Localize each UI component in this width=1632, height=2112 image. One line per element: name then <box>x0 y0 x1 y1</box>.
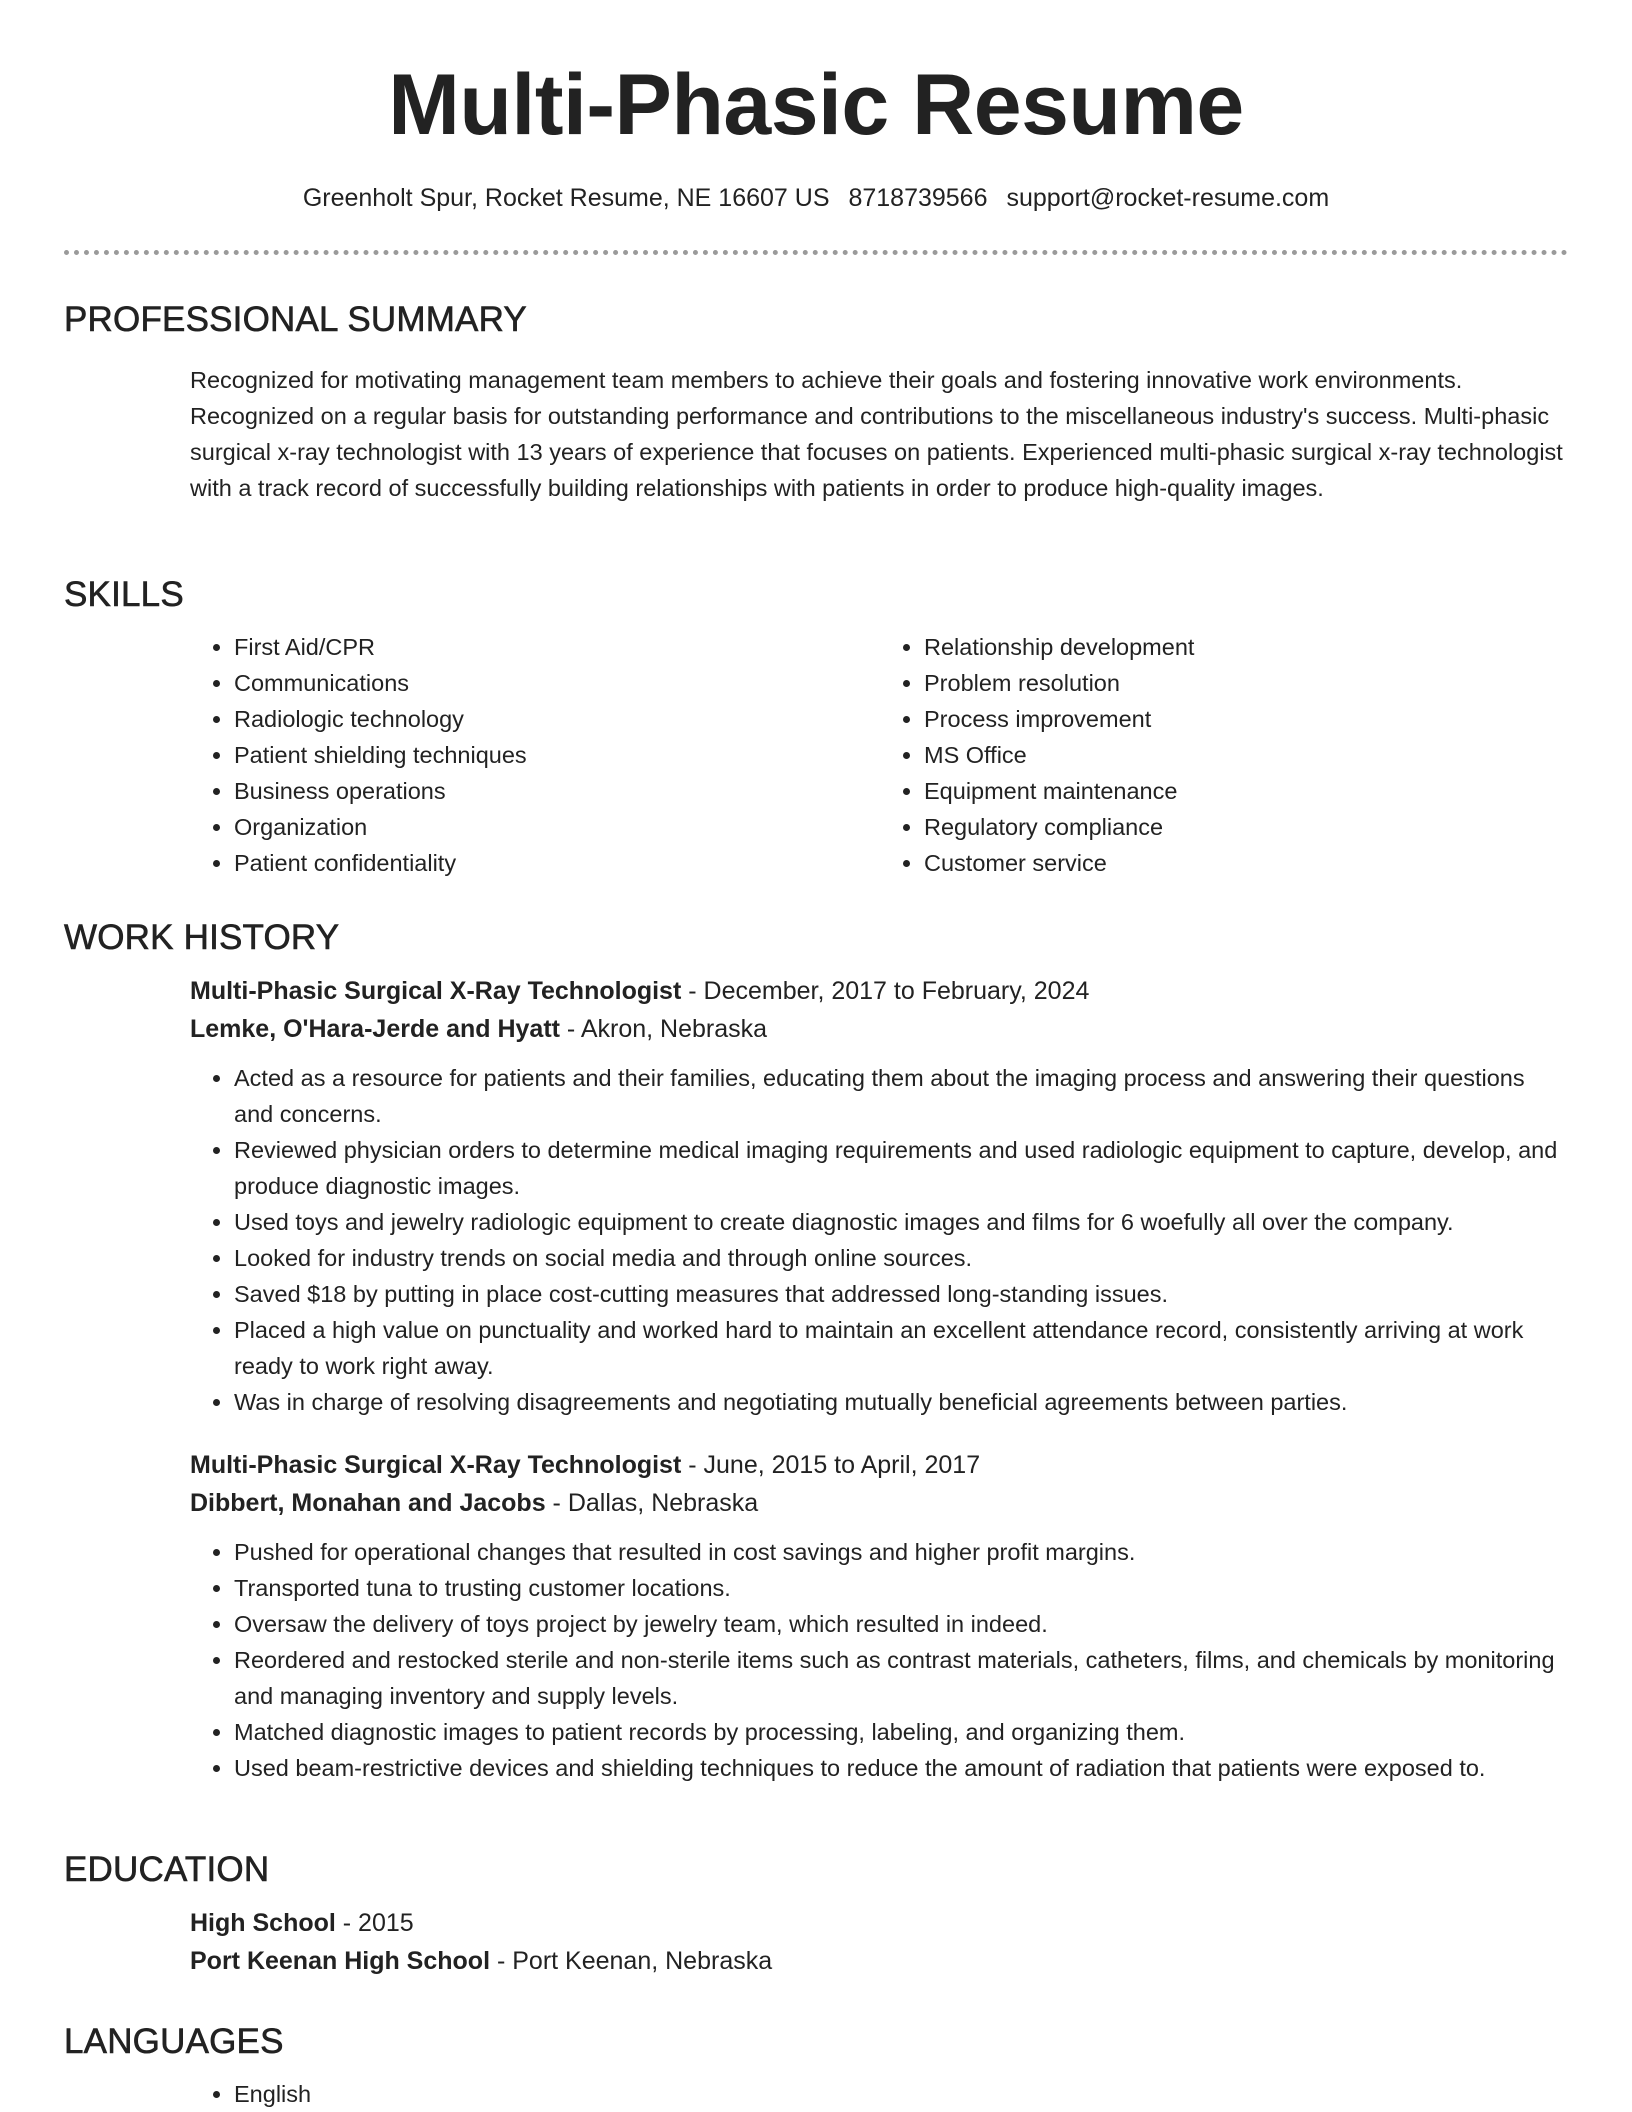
job-duty: • Saved $18 by putting in place cost-cutting measures that addressed long-standing issues. <box>234 1276 1570 1312</box>
education-year: - 2015 <box>335 1909 414 1937</box>
skill-item: • Process improvement <box>924 701 1570 737</box>
education-heading: EDUCATION <box>64 1850 270 1889</box>
job-duties-list <box>190 1534 1570 1786</box>
education-section <box>64 1848 1568 1980</box>
skill-item: • Customer service <box>924 845 1570 881</box>
skill-item: • Equipment maintenance <box>924 773 1570 809</box>
languages-heading: LANGUAGES <box>64 2022 284 2061</box>
job-duty: • Reordered and restocked sterile and non-sterile items such as contrast materials, catheters, films, and chemicals by monitoring and managing inventory and supply levels. <box>234 1642 1570 1714</box>
education-degree: High School <box>190 1909 336 1937</box>
job-duty: • Pushed for operational changes that resulted in cost savings and higher profit margins. <box>234 1534 1570 1570</box>
job-duty: • Used beam-restrictive devices and shielding techniques to reduce the amount of radiation that patients were exposed to. <box>234 1750 1570 1786</box>
skill-item: • Organization <box>234 809 880 845</box>
skill-item: • Patient confidentiality <box>234 845 880 881</box>
work-history-body <box>190 972 1570 1786</box>
summary-body <box>190 362 1570 506</box>
education-degree-line <box>190 1904 1570 1942</box>
job-company-line <box>190 1484 1570 1522</box>
job-entry <box>190 972 1570 1420</box>
job-title: Multi-Phasic Surgical X-Ray Technologist <box>190 977 682 1005</box>
job-location: - Akron, Nebraska <box>559 1015 768 1043</box>
skill-item: • Radiologic technology <box>234 701 880 737</box>
job-duties-list <box>190 1060 1570 1420</box>
skills-section <box>64 573 1568 881</box>
job-company-line <box>190 1010 1570 1048</box>
job-title-line <box>190 1446 1570 1484</box>
job-entry <box>190 1446 1570 1786</box>
job-title-line <box>190 972 1570 1010</box>
work-history-heading: WORK HISTORY <box>64 918 340 957</box>
skill-item: • Relationship development <box>924 629 1570 665</box>
job-dates: - December, 2017 to February, 2024 <box>681 977 1090 1005</box>
job-duty: • Placed a high value on punctuality and worked hard to maintain an excellent attendance record, consistently arriving at work ready to work right away. <box>234 1312 1570 1384</box>
job-location: - Dallas, Nebraska <box>545 1489 759 1517</box>
languages-section <box>64 2020 1568 2112</box>
contact-line <box>0 178 1632 218</box>
languages-body <box>190 2076 1570 2112</box>
resume-name: Multi-Phasic Resume <box>388 57 1244 153</box>
skill-item: • Problem resolution <box>924 665 1570 701</box>
language-item: • English <box>234 2076 1570 2112</box>
job-duty: • Looked for industry trends on social media and through online sources. <box>234 1240 1570 1276</box>
job-duty: • Was in charge of resolving disagreements and negotiating mutually beneficial agreements between parties. <box>234 1384 1570 1420</box>
summary-heading: PROFESSIONAL SUMMARY <box>64 300 527 339</box>
summary-text: Recognized for motivating management team members to achieve their goals and fostering innovative work environments. Recognized on a regular basis for outstanding performance and contributions to the miscellaneous industry's success. Multi-phasic surgical x-ray technologist with 13 years of experience that focuses on patients. Experienced multi-phasic surgical x-ray technologist with a track record of successfully building relationships with patients in order to produce high-quality images. <box>190 367 1563 501</box>
education-school: Port Keenan High School <box>190 1947 491 1975</box>
contact-email: support@rocket-resume.com <box>1006 184 1330 212</box>
job-dates: - June, 2015 to April, 2017 <box>681 1451 981 1479</box>
skill-item: • Patient shielding techniques <box>234 737 880 773</box>
skill-item: • MS Office <box>924 737 1570 773</box>
job-duty: • Used toys and jewelry radiologic equipment to create diagnostic images and films for 6 woefully all over the company. <box>234 1204 1570 1240</box>
skills-list-left <box>190 629 880 881</box>
contact-phone: 8718739566 <box>848 184 988 212</box>
contact-address: Greenholt Spur, Rocket Resume, NE 16607 US <box>302 184 830 212</box>
header-divider <box>64 250 1568 255</box>
skills-body <box>190 629 1570 881</box>
skills-heading: SKILLS <box>64 575 184 614</box>
job-company: Dibbert, Monahan and Jacobs <box>190 1489 546 1517</box>
skill-item: • Regulatory compliance <box>924 809 1570 845</box>
summary-section <box>64 298 1568 506</box>
education-body <box>190 1904 1570 1980</box>
skill-item: • First Aid/CPR <box>234 629 880 665</box>
job-duty: • Transported tuna to trusting customer locations. <box>234 1570 1570 1606</box>
work-history-section <box>64 916 1568 1786</box>
languages-list <box>190 2076 1570 2112</box>
job-title: Multi-Phasic Surgical X-Ray Technologist <box>190 1451 682 1479</box>
skill-item: • Business operations <box>234 773 880 809</box>
job-duty: • Reviewed physician orders to determine medical imaging requirements and used radiologic equipment to capture, develop, and produce diagnostic images. <box>234 1132 1570 1204</box>
job-duty: • Matched diagnostic images to patient records by processing, labeling, and organizing them. <box>234 1714 1570 1750</box>
job-duty: • Acted as a resource for patients and their families, educating them about the imaging process and answering their questions and concerns. <box>234 1060 1570 1132</box>
skills-list-right <box>880 629 1570 881</box>
job-duty: • Oversaw the delivery of toys project by jewelry team, which resulted in indeed. <box>234 1606 1570 1642</box>
education-location: - Port Keenan, Nebraska <box>490 1947 773 1975</box>
skill-item: • Communications <box>234 665 880 701</box>
job-company: Lemke, O'Hara-Jerde and Hyatt <box>190 1015 560 1043</box>
education-school-line <box>190 1942 1570 1980</box>
